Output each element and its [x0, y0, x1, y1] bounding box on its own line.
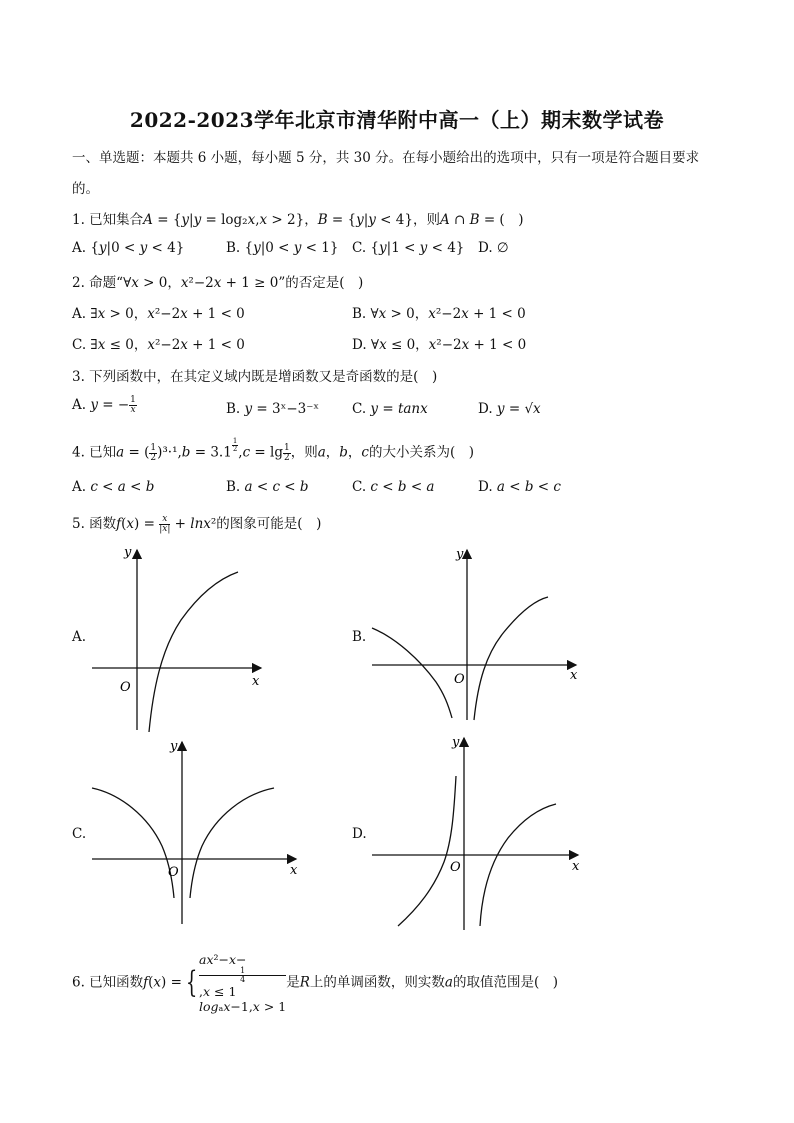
y-axis-label: y — [170, 739, 178, 754]
function-curve — [149, 572, 238, 732]
q5-graph-b — [368, 542, 586, 722]
q5-fraction — [159, 515, 170, 534]
q4-option-c: C. 𝑐 < 𝑏 < 𝑎 — [352, 479, 435, 495]
x-axis-label: x — [290, 863, 298, 878]
q1-option-a: A. {𝑦|0 < 𝑦 < 4} — [72, 240, 185, 256]
fraction-denominator: 2 — [284, 453, 290, 464]
q4-stem-c: ,𝑐 = lg — [238, 444, 283, 461]
fraction-numerator: 𝑥 — [159, 515, 170, 525]
q5-option-d-label: D. — [352, 826, 367, 842]
y-axis-label: y — [124, 545, 132, 560]
origin-label: O — [168, 865, 179, 880]
q5-option-c-label: C. — [72, 826, 87, 842]
y-axis-label: y — [452, 735, 460, 750]
q3-stem: 3. 下列函数中，在其定义域内既是增函数又是奇函数的是( ) — [72, 369, 438, 385]
q6-stem — [72, 952, 558, 1014]
function-curve-left — [372, 628, 452, 718]
q5-graph-c — [86, 736, 304, 926]
q4-stem-b: )³·¹,𝑏 = 3.1 — [157, 444, 232, 461]
fraction-denominator: 𝑥 — [130, 405, 136, 415]
q1-option-b: B. {𝑦|0 < 𝑦 < 1} — [226, 240, 339, 256]
case-1 — [199, 952, 286, 999]
q1-option-c: C. {𝑦|1 < 𝑦 < 4} — [352, 240, 465, 256]
q3-option-b: B. 𝑦 = 3ˣ−3⁻ˣ — [226, 401, 320, 417]
q6-stem-prefix: 6. 已知函数𝑓(𝑥) = — [72, 974, 182, 991]
case-2: 𝑙𝑜𝑔ₐ𝑥−1,𝑥 > 1 — [199, 999, 287, 1014]
q3-option-d: D. 𝑦 = √𝑥 — [478, 401, 541, 417]
q5-stem-suffix: + 𝑙𝑛𝑥²的图象可能是( ) — [174, 516, 322, 532]
fraction-denominator: 4 — [240, 975, 246, 984]
q6-stem-suffix: 是𝑅上的单调函数，则实数𝑎的取值范围是( ) — [286, 974, 558, 991]
piecewise-cases — [199, 952, 286, 1014]
fraction-denominator: |𝑥| — [159, 524, 171, 534]
q2-option-b: B. ∀𝑥 > 0，𝑥²−2𝑥 + 1 < 0 — [352, 306, 526, 322]
q2-option-c: C. ∃𝑥 ≤ 0，𝑥²−2𝑥 + 1 < 0 — [72, 337, 245, 353]
origin-label: O — [450, 860, 461, 875]
fraction-denominator: 2 — [150, 452, 157, 463]
q2-stem: 2. 命题“∀𝑥 > 0，𝑥²−2𝑥 + 1 ≥ 0”的否定是( ) — [72, 275, 364, 291]
q3-option-a — [72, 396, 137, 415]
q4-option-b: B. 𝑎 < 𝑐 < 𝑏 — [226, 479, 309, 495]
q4-option-d: D. 𝑎 < 𝑏 < 𝑐 — [478, 479, 561, 495]
q5-graph-a — [86, 540, 276, 735]
q5-stem — [72, 512, 321, 534]
x-axis-label: x — [572, 859, 580, 874]
y-axis-label: y — [456, 547, 464, 562]
q4-half-fraction — [149, 444, 157, 463]
q3-option-c: C. 𝑦 = 𝑡𝑎𝑛𝑥 — [352, 401, 428, 417]
q2-option-d: D. ∀𝑥 ≤ 0，𝑥²−2𝑥 + 1 < 0 — [352, 337, 527, 353]
q5-option-b-label: B. — [352, 629, 367, 645]
fraction-numerator: 1 — [150, 442, 157, 453]
q3-option-a-fraction — [129, 396, 137, 415]
x-axis-label: x — [252, 674, 260, 689]
fraction-numerator: 1 — [199, 967, 286, 976]
q5-stem-prefix: 5. 函数𝑓(𝑥) = — [72, 516, 155, 532]
section-heading-cont: 的。 — [72, 181, 99, 197]
q1-option-d: D. ∅ — [478, 240, 509, 256]
function-curve-left — [92, 788, 174, 898]
function-curve-right — [474, 597, 548, 720]
fraction-numerator: 1 — [130, 395, 136, 405]
origin-label: O — [120, 680, 131, 695]
function-curve-right — [190, 788, 274, 898]
q4-option-a: A. 𝑐 < 𝑎 < 𝑏 — [72, 479, 155, 495]
fraction-numerator: 1 — [232, 437, 238, 445]
piecewise-brace: { — [185, 965, 198, 1000]
q5-graph-d — [368, 732, 588, 932]
fraction-numerator: 1 — [284, 443, 290, 454]
function-curve-right — [480, 804, 556, 926]
x-axis-label: x — [570, 668, 578, 683]
origin-label: O — [454, 672, 465, 687]
case-1-suffix: ,𝑥 ≤ 1 — [199, 984, 237, 999]
fraction-denominator: 2 — [232, 445, 238, 453]
page-title: 2022-2023学年北京市清华附中高一（上）期末数学试卷 — [129, 108, 665, 132]
q3-option-a-prefix: A. 𝑦 = − — [72, 397, 130, 413]
q2-option-a: A. ∃𝑥 > 0，𝑥²−2𝑥 + 1 < 0 — [72, 306, 245, 322]
case-1-prefix: 𝑎𝑥²−𝑥− — [199, 952, 247, 967]
q5-option-a-label: A. — [72, 629, 87, 645]
q4-lg-fraction — [283, 444, 291, 463]
function-curve-left — [398, 776, 456, 926]
section-heading: 一、单选题：本题共 6 小题，每小题 5 分，共 30 分。在每小题给出的选项中，只有一项是符合题目要求 — [72, 150, 700, 166]
case-1-fraction — [199, 967, 286, 984]
q4-stem — [72, 438, 474, 463]
q1-stem: 1. 已知集合𝐴 = {𝑦|𝑦 = log₂𝑥,𝑥 > 2}，𝐵 = {𝑦|𝑦 < 4}，则𝐴 ∩ 𝐵 = ( ) — [72, 212, 524, 228]
q4-stem-suffix: ，则𝑎，𝑏，𝑐的大小关系为( ) — [290, 444, 475, 461]
q4-stem-prefix: 4. 已知𝑎 = ( — [72, 444, 150, 461]
